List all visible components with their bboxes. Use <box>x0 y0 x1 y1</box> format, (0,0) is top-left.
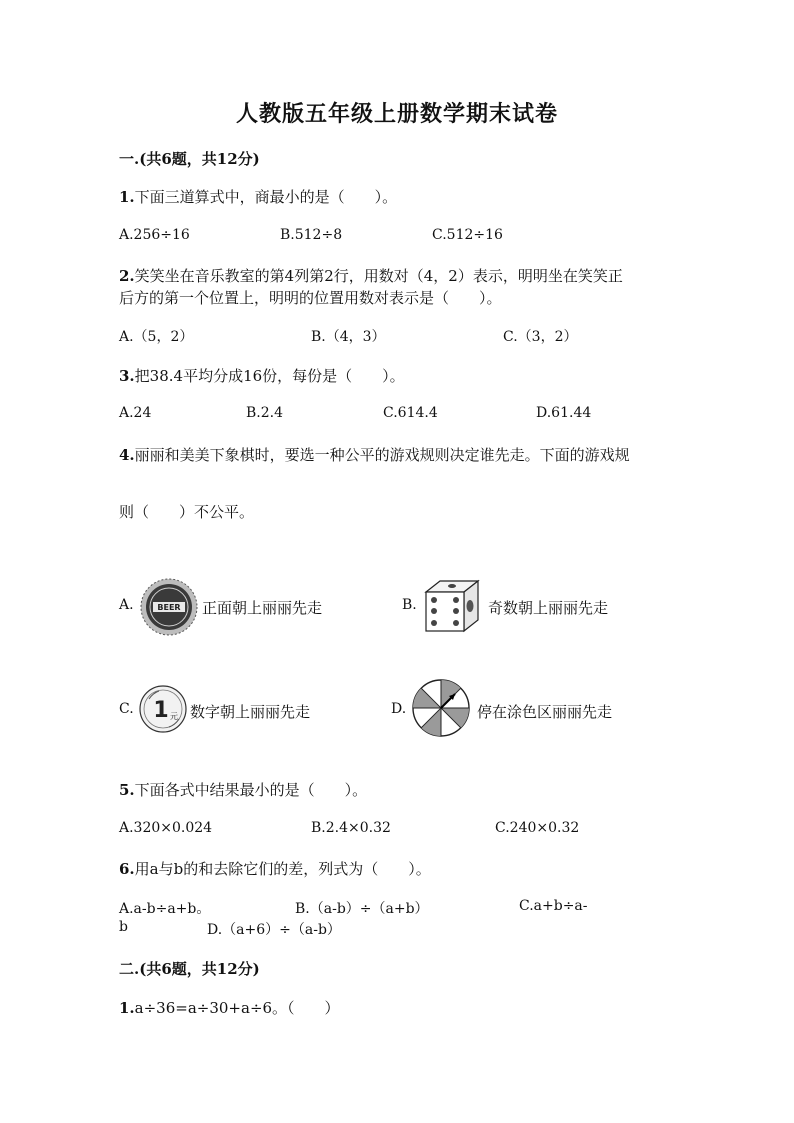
q4-option-c-label: 数字朝上丽丽先走 <box>190 703 311 721</box>
page-title: 人教版五年级上册数学期末试卷 <box>235 101 558 127</box>
question-text: 丽丽和美美下象棋时，要选一种公平的游戏规则决定谁先走。下面的游戏规 <box>134 446 630 464</box>
q5-option-c: C.240×0.32 <box>495 820 580 836</box>
question-number: 3. <box>119 367 135 385</box>
q1-option-b: B.512÷8 <box>280 227 343 243</box>
yuan-coin-icon <box>139 685 187 733</box>
q6-option-d: D.（a+6）÷（a-b） <box>207 922 341 938</box>
section-2-question-1 <box>119 997 340 1018</box>
q3-option-b: B.2.4 <box>246 405 284 421</box>
q4-option-a-label: 正面朝上丽丽先走 <box>202 599 323 617</box>
q4-option-d-letter: D. <box>391 701 407 717</box>
question-text: a÷36=a÷30+a÷6。（ ） <box>134 999 340 1017</box>
coin-unit: 元 <box>170 712 178 721</box>
q1-option-a: A.256÷16 <box>119 227 190 243</box>
question-number: 1. <box>119 188 135 206</box>
section-1-heading: 一.(共6题，共12分) <box>119 150 260 168</box>
question-5 <box>119 779 367 800</box>
q5-option-a: A.320×0.024 <box>119 820 213 836</box>
q2-option-b: B.（4，3） <box>311 329 386 345</box>
question-number: 5. <box>119 781 135 799</box>
question-1 <box>119 186 397 207</box>
q2-option-c: C.（3，2） <box>503 329 578 345</box>
q3-option-d: D.61.44 <box>536 405 592 421</box>
q2-option-a: A.（5，2） <box>119 329 194 345</box>
q6-option-b: B.（a-b）÷（a+b） <box>295 901 429 917</box>
q6-option-c: C.a+b÷a- <box>519 898 588 914</box>
section-2-heading: 二.(共6题，共12分) <box>119 960 260 978</box>
question-4-line2: 则（ ）不公平。 <box>119 503 255 521</box>
q3-option-a: A.24 <box>119 405 152 421</box>
q4-option-c-letter: C. <box>119 701 134 717</box>
question-text: 笑笑坐在音乐教室的第4列第2行，用数对（4，2）表示，明明坐在笑笑正 <box>134 267 623 285</box>
question-text: 把38.4平均分成16份，每份是（ ）。 <box>134 367 405 385</box>
q6-option-c-continued: b <box>119 919 128 935</box>
question-text: 下面三道算式中，商最小的是（ ）。 <box>134 188 398 206</box>
coin-icon <box>140 578 198 636</box>
question-4-line1 <box>119 444 630 465</box>
coin-number: 1 <box>153 698 169 723</box>
question-text: 用a与b的和去除它们的差，列式为（ ）。 <box>134 860 431 878</box>
question-6 <box>119 858 431 879</box>
q4-option-b-letter: B. <box>402 597 417 613</box>
question-number: 2. <box>119 267 135 285</box>
question-text: 下面各式中结果最小的是（ ）。 <box>134 781 368 799</box>
q4-option-b-label: 奇数朝上丽丽先走 <box>488 599 609 617</box>
q5-option-b: B.2.4×0.32 <box>311 820 391 836</box>
q4-option-d-label: 停在涂色区丽丽先走 <box>477 703 613 721</box>
spinner-icon <box>411 678 471 738</box>
q3-option-c: C.614.4 <box>383 405 438 421</box>
question-2-line2: 后方的第一个位置上，明明的位置用数对表示是（ ）。 <box>119 289 502 307</box>
dice-icon <box>422 578 482 634</box>
question-3 <box>119 365 405 386</box>
question-number: 6. <box>119 860 135 878</box>
coin-label: BEER <box>157 603 181 612</box>
q4-option-a-letter: A. <box>119 597 134 613</box>
q6-option-a: A.a-b÷a+b。 <box>119 901 211 917</box>
q1-option-c: C.512÷16 <box>432 227 503 243</box>
question-2-line1 <box>119 265 623 286</box>
question-number: 4. <box>119 446 135 464</box>
question-number: 1. <box>119 999 135 1017</box>
